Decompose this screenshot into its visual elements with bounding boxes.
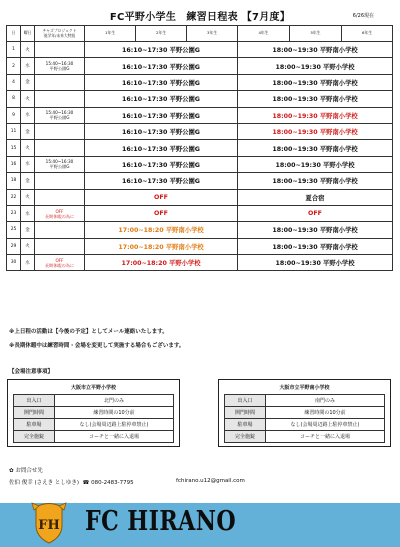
trial-cell — [35, 238, 85, 254]
contact-line — [9, 478, 245, 486]
day-cell: 22 — [7, 189, 21, 205]
note-holiday: ※長期休暇中は練習時間・会場を変更して実施する場合もございます。 — [9, 343, 185, 349]
upper-grades-cell: 18:00~19:30 平野小学校 — [238, 255, 393, 271]
venue-value: 南門のみ — [266, 395, 385, 407]
upper-grades-cell: 18:00~19:30 平野南小学校 — [238, 42, 393, 58]
venue-value: 練習時間の10分前 — [266, 407, 385, 419]
venue-label: 完全施錠 — [14, 431, 55, 443]
lower-grades-cell: 16:10~17:30 平野公園G — [85, 58, 238, 74]
trial-cell — [35, 91, 85, 107]
day-cell: 16 — [7, 156, 21, 172]
trial-cell — [35, 189, 85, 205]
phone-icon: ☎ — [80, 480, 92, 486]
col-grade-1: 1年生 — [85, 26, 136, 42]
venue-value: 北門のみ — [55, 395, 174, 407]
day-cell: 2 — [7, 58, 21, 74]
day-cell: 1 — [7, 42, 21, 58]
venue-notes-title: 【会場注意事項】 — [9, 369, 54, 375]
upper-grades-cell: 18:00~19:30 平野南小学校 — [238, 123, 393, 139]
weekday-cell: 火 — [21, 140, 35, 156]
trial-cell: 15:40~16:30 平野公園G — [35, 58, 85, 74]
brand-name: FC HIRANO — [85, 506, 237, 537]
trial-cell: 15:40~16:30 平野公園G — [35, 107, 85, 123]
venue-label: 完全施錠 — [225, 431, 266, 443]
weekday-cell: 火 — [21, 42, 35, 58]
col-trial: チャズプロジェクト 低学年/未来大特級 — [35, 26, 85, 42]
page-title: FC平野小学生 練習日程表 【7月度】 — [109, 12, 291, 23]
schedule-row — [7, 255, 393, 271]
trial-cell: OFF 長期休暇の為に — [35, 255, 85, 271]
venue-info-table — [224, 394, 385, 443]
weekday-cell: 水 — [21, 255, 35, 271]
day-cell: 23 — [7, 205, 21, 221]
lower-grades-cell: 16:10~17:30 平野公園G — [85, 173, 238, 189]
upper-grades-cell: 夏合宿 — [238, 189, 393, 205]
schedule-row — [7, 222, 393, 238]
note-email: ※上日程の活動は【今後の予定】としてメール連絡いたします。 — [9, 329, 168, 335]
schedule-row — [7, 107, 393, 123]
as-of-date: 6/26現在 — [352, 13, 374, 19]
day-cell: 30 — [7, 255, 21, 271]
lower-grades-cell: 16:10~17:30 平野公園G — [85, 107, 238, 123]
upper-grades-cell: 18:00~19:30 平野南小学校 — [238, 91, 393, 107]
schedule-row — [7, 189, 393, 205]
lower-grades-cell: 16:10~17:30 平野公園G — [85, 74, 238, 90]
day-cell: 15 — [7, 140, 21, 156]
lower-grades-cell: 16:10~17:30 平野公園G — [85, 123, 238, 139]
day-cell: 11 — [7, 123, 21, 139]
upper-grades-cell: 18:00~19:30 平野南小学校 — [238, 173, 393, 189]
venue-value: コーチと一緒に入退場 — [55, 431, 174, 443]
schedule-row — [7, 140, 393, 156]
day-cell: 18 — [7, 173, 21, 189]
day-cell: 9 — [7, 107, 21, 123]
upper-grades-cell: OFF — [238, 205, 393, 221]
venue-label: 駐車場 — [14, 419, 55, 431]
schedule-table — [6, 25, 393, 271]
schedule-row — [7, 238, 393, 254]
schedule-row — [7, 74, 393, 90]
upper-grades-cell: 18:00~19:30 平野南小学校 — [238, 238, 393, 254]
trial-cell — [35, 42, 85, 58]
trial-cell: OFF 長期休暇の為に — [35, 205, 85, 221]
venue-card-hirano — [7, 379, 180, 447]
contact-heading: お問合せ先 — [15, 468, 43, 474]
day-cell: 29 — [7, 238, 21, 254]
venue-value: なし(会場周辺路上駐停車禁止) — [266, 419, 385, 431]
weekday-cell: 水 — [21, 107, 35, 123]
lower-grades-cell: 16:10~17:30 平野公園G — [85, 156, 238, 172]
schedule-row — [7, 156, 393, 172]
lower-grades-cell: 16:10~17:30 平野公園G — [85, 140, 238, 156]
venue-label: 出入口 — [225, 395, 266, 407]
weekday-cell: 水 — [21, 58, 35, 74]
schedule-row — [7, 205, 393, 221]
upper-grades-cell: 18:00~19:30 平野南小学校 — [238, 140, 393, 156]
upper-grades-cell: 18:00~19:30 平野南小学校 — [238, 107, 393, 123]
weekday-cell: 火 — [21, 238, 35, 254]
contact-title — [9, 466, 43, 474]
col-grade-3: 3年生 — [187, 26, 238, 42]
day-cell: 25 — [7, 222, 21, 238]
col-day: 日 — [7, 26, 21, 42]
venue-value: なし(会場周辺路上駐停車禁止) — [55, 419, 174, 431]
venue-info-table — [13, 394, 174, 443]
col-grade-5: 5年生 — [290, 26, 342, 42]
weekday-cell: 金 — [21, 123, 35, 139]
lower-grades-cell: OFF — [85, 189, 238, 205]
schedule-row — [7, 123, 393, 139]
venue-value: コーチと一緒に入退場 — [266, 431, 385, 443]
contact-phone[interactable]: 080-2483-7795 — [91, 480, 134, 486]
svg-text:FH: FH — [38, 518, 60, 533]
lower-grades-cell: 16:10~17:30 平野公園G — [85, 42, 238, 58]
weekday-cell: 火 — [21, 91, 35, 107]
trial-cell — [35, 123, 85, 139]
trial-cell — [35, 140, 85, 156]
col-weekday: 曜日 — [21, 26, 35, 42]
col-grade-2: 2年生 — [136, 26, 187, 42]
schedule-row — [7, 58, 393, 74]
venue-label: 出入口 — [14, 395, 55, 407]
lower-grades-cell: 17:00~18:20 平野南小学校 — [85, 222, 238, 238]
trial-cell — [35, 74, 85, 90]
weekday-cell: 金 — [21, 222, 35, 238]
weekday-cell: 金 — [21, 173, 35, 189]
weekday-cell: 火 — [21, 189, 35, 205]
contact-person: 佐伯 俊幸 (さえき としゆき) — [9, 480, 80, 486]
lower-grades-cell: 17:00~18:20 平野南小学校 — [85, 238, 238, 254]
day-cell: 8 — [7, 91, 21, 107]
lower-grades-cell: OFF — [85, 205, 238, 221]
lower-grades-cell: 17:00~18:20 平野小学校 — [85, 255, 238, 271]
venue-name: 大阪市立平野小学校 — [70, 385, 116, 391]
schedule-row — [7, 42, 393, 58]
col-grade-6: 6年生 — [342, 26, 393, 42]
venue-name: 大阪市立平野南小学校 — [279, 385, 330, 391]
schedule-row — [7, 173, 393, 189]
trial-cell — [35, 222, 85, 238]
venue-card-hirano-minami — [218, 379, 391, 447]
upper-grades-cell: 18:00~19:30 平野南小学校 — [238, 74, 393, 90]
contact-email[interactable]: fchirano.u12@gmail.com — [176, 478, 245, 484]
upper-grades-cell: 18:00~19:30 平野南小学校 — [238, 222, 393, 238]
weekday-cell: 水 — [21, 205, 35, 221]
venue-value: 練習時間の10分前 — [55, 407, 174, 419]
venue-label: 開門時間 — [14, 407, 55, 419]
schedule-row — [7, 91, 393, 107]
lower-grades-cell: 16:10~17:30 平野公園G — [85, 91, 238, 107]
weekday-cell: 水 — [21, 156, 35, 172]
upper-grades-cell: 18:00~19:30 平野小学校 — [238, 156, 393, 172]
pointer-icon: ✿ — [9, 468, 16, 474]
weekday-cell: 金 — [21, 74, 35, 90]
venue-label: 駐車場 — [225, 419, 266, 431]
club-emblem-icon — [30, 497, 68, 545]
trial-cell — [35, 173, 85, 189]
venue-label: 開門時間 — [225, 407, 266, 419]
col-grade-4: 4年生 — [238, 26, 290, 42]
day-cell: 4 — [7, 74, 21, 90]
upper-grades-cell: 18:00~19:30 平野小学校 — [238, 58, 393, 74]
trial-cell: 15:40~16:30 平野公園G — [35, 156, 85, 172]
